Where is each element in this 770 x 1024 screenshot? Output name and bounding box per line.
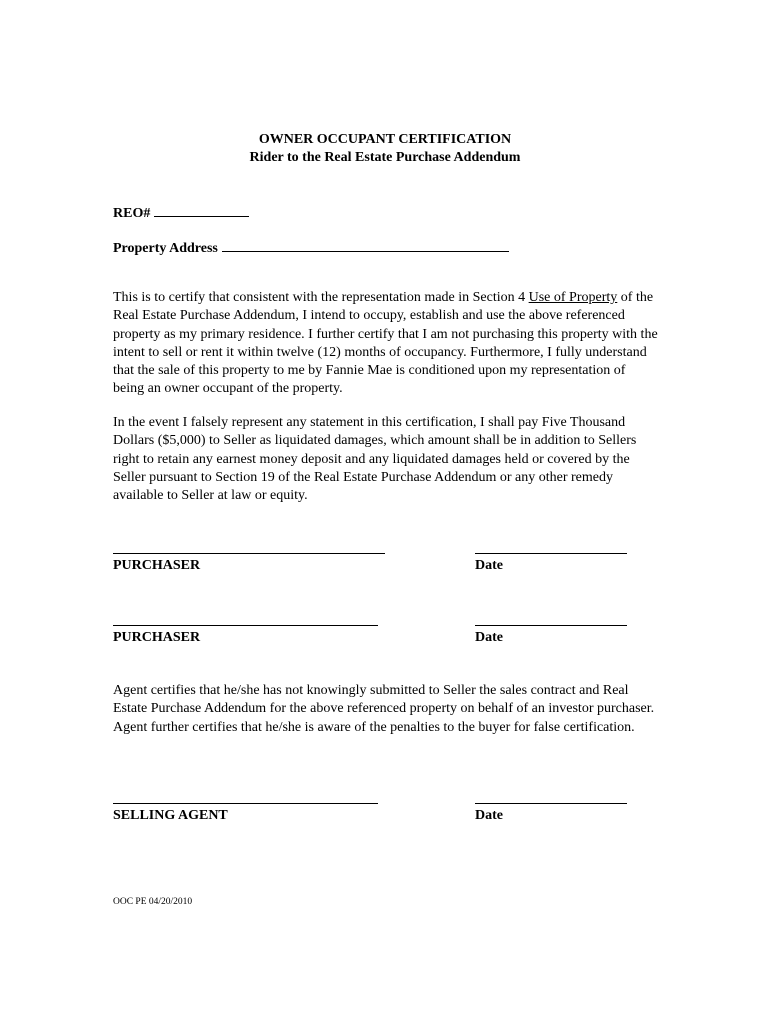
- property-address-label: Property Address: [113, 241, 218, 256]
- agent-signature-line: [113, 803, 378, 804]
- reo-blank: [154, 202, 249, 217]
- purchaser-label: PURCHASER: [113, 558, 201, 573]
- document-title: OWNER OCCUPANT CERTIFICATION: [258, 132, 512, 147]
- purchaser-date-line: [475, 625, 627, 626]
- agent-date-label: Date: [475, 808, 503, 823]
- purchaser-date-line: [475, 553, 627, 554]
- certification-paragraph: [113, 289, 658, 399]
- selling-agent-label: SELLING AGENT: [113, 808, 228, 823]
- agent-date-line: [475, 803, 627, 804]
- purchaser-signature-line: [113, 553, 385, 554]
- purchaser-date-label: Date: [475, 630, 503, 645]
- certification-rest: of the Real Estate Purchase Addendum, I intend to occupy, establish and use the above referenced property as my primary residence. I further certify that I am not purchasing this property with the intent to sell or rent it within twelve (12) months of occupancy. Furthermore, I fully understand that the sale of this property to me by Fannie Mae is conditioned upon my representation of being an owner occupant of the property.: [113, 290, 658, 397]
- property-address-field: [113, 237, 509, 258]
- certification-underlined: Use of Property: [528, 290, 618, 305]
- purchaser-signature-line: [113, 625, 378, 626]
- property-address-blank: [222, 237, 509, 252]
- agent-paragraph: Agent certifies that he/she has not knowingly submitted to Seller the sales contract and Real Estate Purchase Addendum for the above referenced property on behalf of an investor purchaser. Agent further certifies that he/she is aware of the penalties to the buyer for false certification.: [113, 683, 655, 735]
- form-code-footer: OOC PE 04/20/2010: [113, 897, 193, 907]
- penalty-paragraph: In the event I falsely represent any statement in this certification, I shall pay Five Thousand Dollars ($5,000) to Seller as liquidated damages, which amount shall be in addition to Sellers right to retain any earnest money deposit and any liquidated damages held or covered by the Seller pursuant to Section 19 of the Real Estate Purchase Addendum or any other remedy available to Seller at law or equity.: [113, 415, 637, 504]
- purchaser-date-label: Date: [475, 558, 503, 573]
- reo-field: [113, 202, 249, 223]
- certification-lead: This is to certify that consistent with the representation made in Section 4: [113, 290, 529, 305]
- document-subtitle: Rider to the Real Estate Purchase Addendum: [249, 150, 521, 165]
- purchaser-label: PURCHASER: [113, 630, 201, 645]
- reo-label: REO#: [113, 206, 151, 221]
